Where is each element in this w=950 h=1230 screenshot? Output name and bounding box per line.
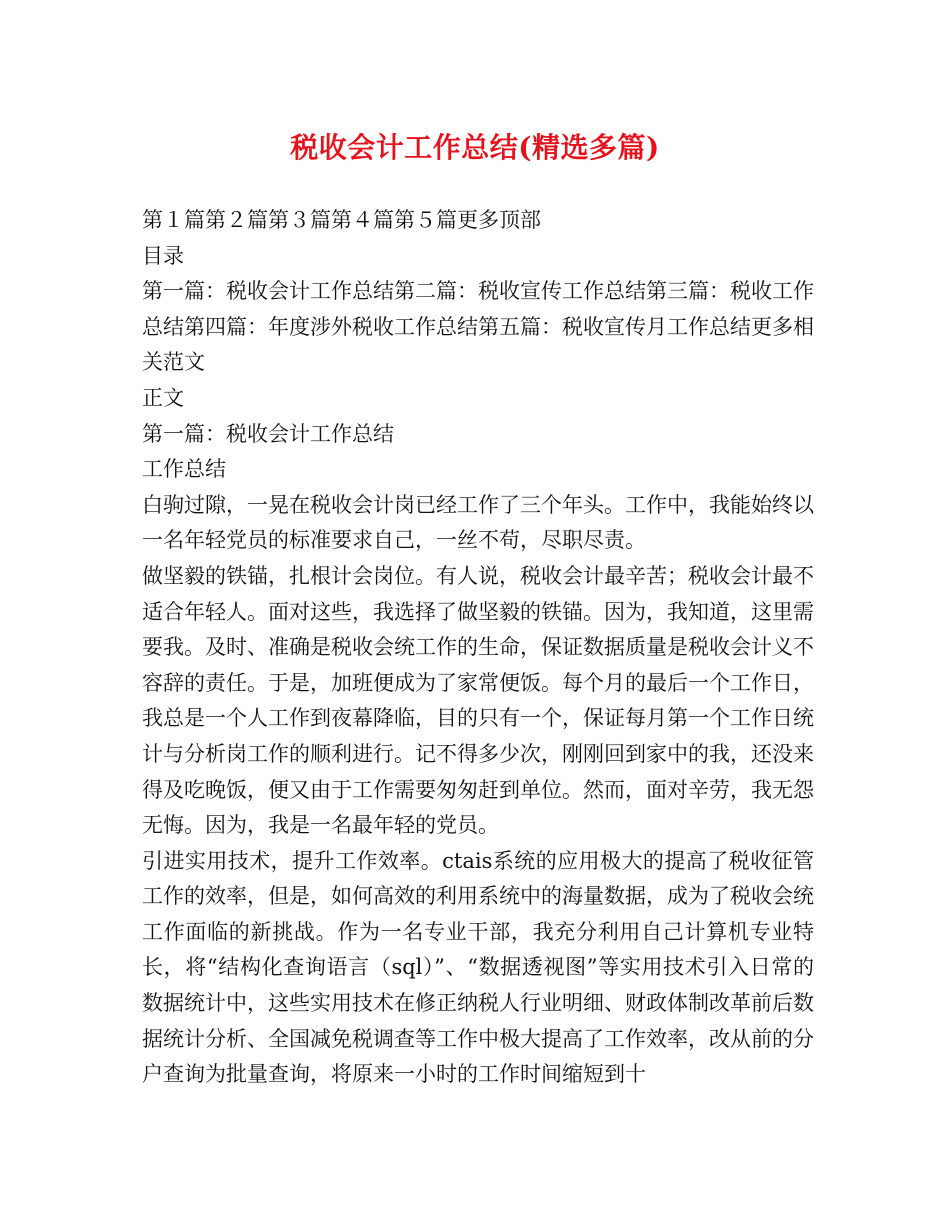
document-title: 税收会计工作总结(精选多篇)	[290, 131, 660, 164]
body-heading: 正文	[142, 385, 184, 410]
paragraph: 白驹过隙，一晃在税收会计岗已经工作了三个年头。工作中，我能始终以一名年轻党员的标准要求自己，一丝不苟，尽职尽责。	[142, 492, 814, 553]
nav-links[interactable]: 第１篇第２篇第３篇第４篇第５篇更多顶部	[142, 208, 541, 232]
toc-items[interactable]: 第一篇：税收会计工作总结第二篇：税收宣传工作总结第三篇：税收工作总结第四篇：年度涉外税收工作总结第五篇：税收宣传月工作总结更多相关范文	[142, 279, 814, 375]
document-body	[142, 203, 814, 1093]
section-heading: 第一篇：税收会计工作总结	[142, 421, 394, 446]
paragraph: 引进实用技术，提升工作效率。ctais系统的应用极大的提高了税收征管工作的效率，但是，如何高效的利用系统中的海量数据，成为了税收会统工作面临的新挑战。作为一名专业干部，我充分利用自己计算机专业特长，将“结构化查询语言（sql）”、“数据透视图”等实用技术引入日常的数据统计中，这些实用技术在修正纳税人行业明细、财政体制改革前后数据统计分析、全国减免税调查等工作中极大提高了工作效率，改从前的分户查询为批量查询，将原来一小时的工作时间缩短到十	[142, 848, 814, 1087]
paragraph: 做坚毅的铁锚，扎根计会岗位。有人说，税收会计最辛苦；税收会计最不适合年轻人。面对这些，我选择了做坚毅的铁锚。因为，我知道，这里需要我。及时、准确是税收会统工作的生命，保证数据质量是税收会计义不容辞的责任。于是，加班便成为了家常便饭。每个月的最后一个工作日，我总是一个人工作到夜幕降临，目的只有一个，保证每月第一个工作日统计与分析岗工作的顺利进行。记不得多少次，刚刚回到家中的我，还没来得及吃晚饭，便又由于工作需要匆匆赶到单位。然而，面对辛劳，我无怨无悔。因为，我是一名最年轻的党员。	[142, 563, 814, 838]
toc-heading: 目录	[142, 243, 184, 268]
sub-heading: 工作总结	[142, 457, 226, 482]
